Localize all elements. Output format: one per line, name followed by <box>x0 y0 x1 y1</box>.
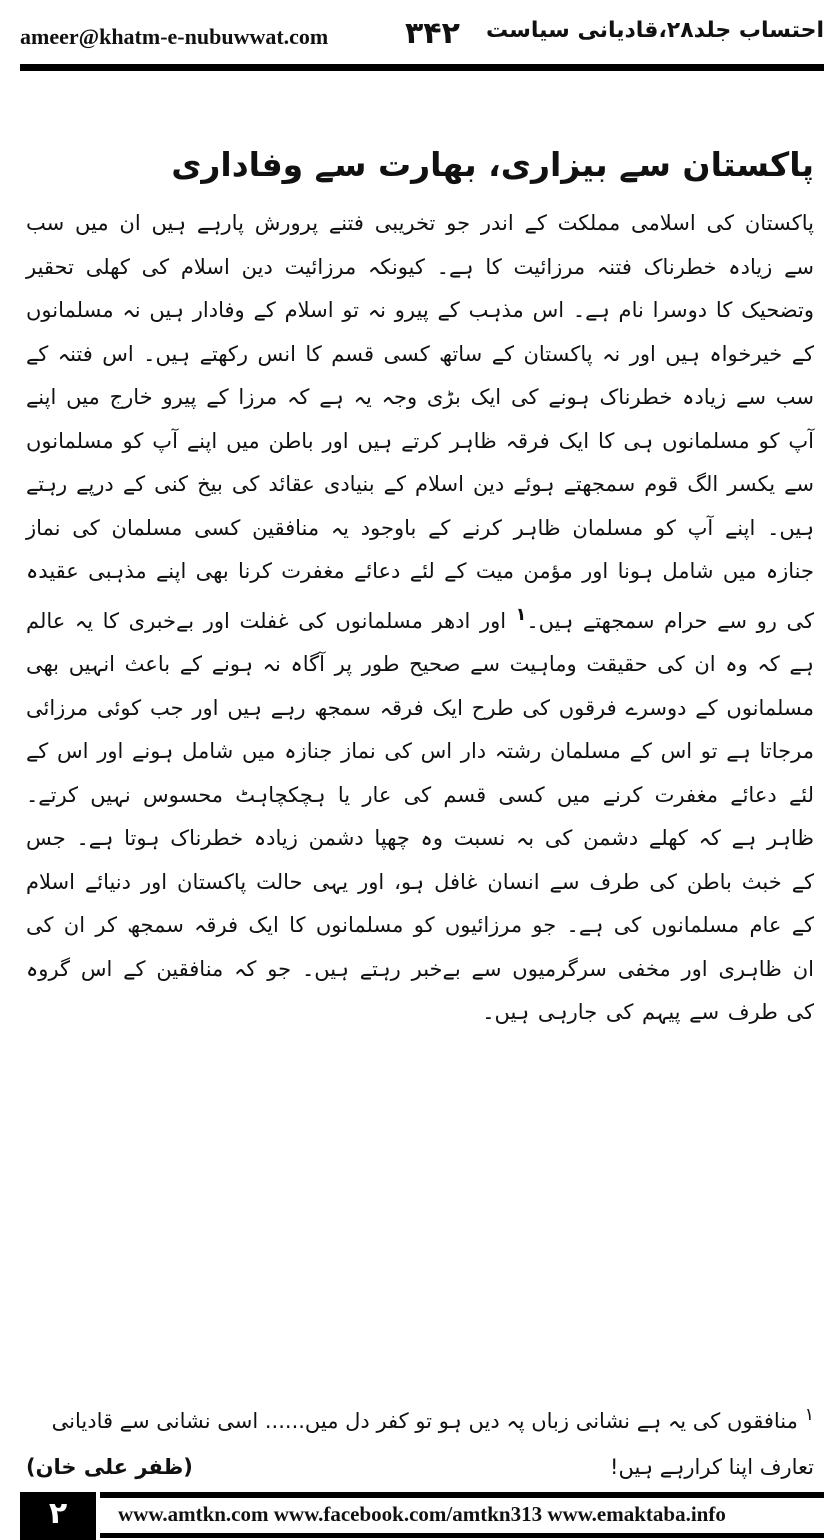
paragraph-text-part-2: اور ادھر مسلمانوں کی غفلت اور بےخبری کا یہ عالم ہے کہ وہ ان کی حقیقت وماہیت سے صحیح طور پر آگاہ نہ ہونے کے باعث انہیں بھی مسلمانوں کے دوسرے فرقوں کی طرح ایک فرقہ سمجھ رہے ہیں اور جب کوئی مرزائی مرجاتا ہے تو اس کے مسلمان رشتہ دار اس کی نماز جنازہ میں شامل ہونے اور اس کے لئے دعائے مغفرت کرنے میں کسی قسم کی عار یا ہچکچاہٹ محسوس نہیں کرتے۔ ظاہر ہے کہ کھلے دشمن کی بہ نسبت وہ چھپا دشمن زیادہ خطرناک ہوتا ہے۔ جس کے خبث باطن کی طرف سے انسان غافل ہو، اور یہی حالت پاکستان اور دنیائے اسلام کے عام مسلمانوں کی ہے۔ جو مرزائیوں کو مسلمانوں کا ایک فرقہ سمجھ کر ان کی ان ظاہری اور مخفی سرگرمیوں سے بےخبر رہتے ہیں۔ جو کہ منافقین کے اس گروہ کی طرف سے پیہم کی جارہی ہیں۔ <box>26 608 814 1024</box>
footnote-verse-2: تعارف اپنا کرارہے ہیں! <box>610 1455 814 1479</box>
article-title: پاکستان سے بیزاری، بھارت سے وفاداری <box>171 145 814 184</box>
book-title: احتساب جلد۲۸،قادیانی سیاست <box>485 18 824 43</box>
footnote-line-1 <box>26 1392 814 1444</box>
footer-rule-top <box>100 1492 824 1498</box>
page-footer <box>0 1486 840 1540</box>
footnote-mark: ۱ <box>804 1405 814 1425</box>
header-rule <box>20 64 824 71</box>
footer-rule-bottom <box>100 1533 824 1538</box>
article-paragraph <box>26 202 814 1035</box>
page-header <box>20 18 824 54</box>
footnote-ref-mark: ۱ <box>515 604 527 625</box>
footnote-poet: (ظفر علی خان) <box>26 1455 193 1479</box>
header-email: ameer@khatm-e-nubuwwat.com <box>20 24 329 49</box>
footnote <box>26 1392 814 1490</box>
article <box>26 136 814 1035</box>
page-number: ۳۴۲ <box>405 16 460 51</box>
footer-links: www.amtkn.com www.facebook.com/amtkn313 www.emaktaba.info <box>118 1502 726 1526</box>
footnote-line-2 <box>26 1444 814 1490</box>
footnote-verse-1: منافقوں کی یہ ہے نشانی زباں پہ دیں ہو تو کفر دل میں...... اسی نشانی سے قادیانی <box>51 1409 798 1433</box>
footer-page-badge: ۲ <box>20 1492 96 1540</box>
paragraph-text-part-1: پاکستان کی اسلامی مملکت کے اندر جو تخریبی فتنے پرورش پارہے ہیں ان میں سب سے زیادہ خطرناک فتنہ مرزائیت کا ہے۔ کیونکہ مرزائیت دین اسلام کی کھلی تحقیر وتضحیک کا دوسرا نام ہے۔ اس مذہب کے پیرو نہ تو اسلام کے وفادار ہیں نہ مسلمانوں کے خیرخواہ ہیں اور نہ پاکستان کے ساتھ کسی قسم کا انس رکھتے ہیں۔ اس فتنہ کے سب سے زیادہ خطرناک ہونے کی ایک بڑی وجہ یہ ہے کہ مرزا کے پیرو خارج میں اپنے آپ کو مسلمانوں ہی کا ایک فرقہ ظاہر کرتے ہیں اور باطن میں اپنے آپ کو مسلمانوں سے یکسر الگ قوم سمجھتے ہوئے دین اسلام کے بنیادی عقائد کی بیخ کنی کے درپے رہتے ہیں۔ اپنے آپ کو مسلمان ظاہر کرنے کے باوجود یہ منافقین کسی مسلمان کی نماز جنازہ میں شامل ہونا اور مؤمن میت کے لئے دعائے مغفرت کرنا بھی اپنے مذہبی عقیدہ کی رو سے حرام سمجھتے ہیں۔ <box>26 211 814 633</box>
